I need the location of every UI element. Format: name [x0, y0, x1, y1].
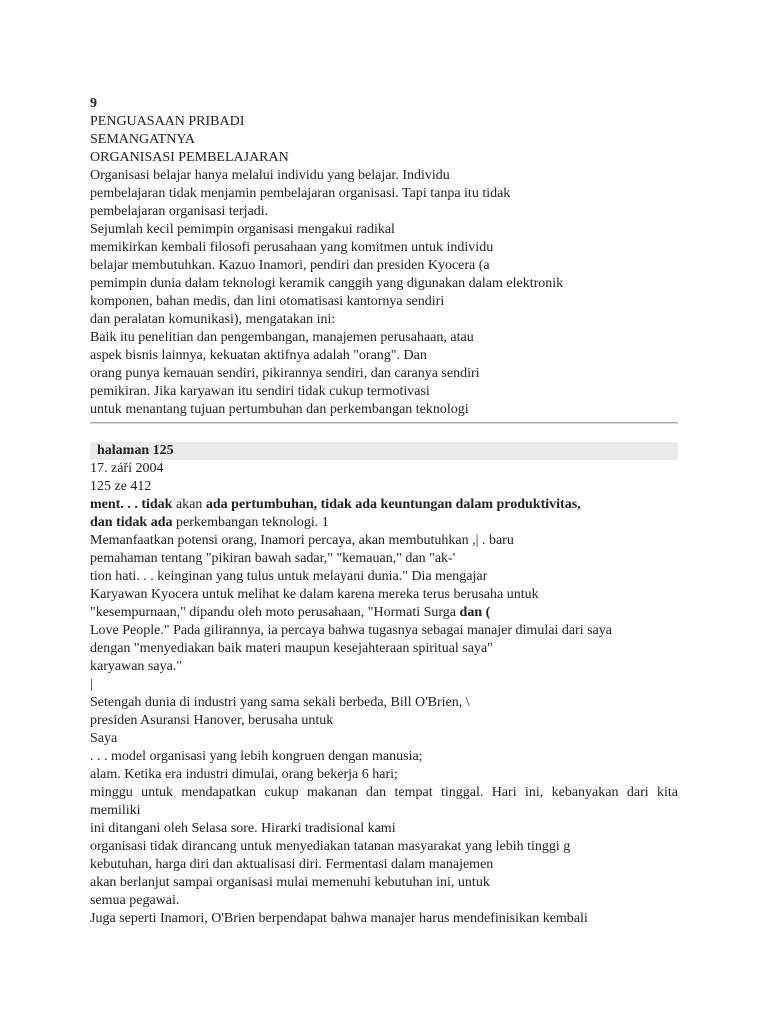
text-line: aspek bisnis lainnya, kekuatan aktifnya adalah "orang". Dan — [90, 348, 427, 363]
text-line — [90, 514, 678, 532]
text-line: pembelajaran organisasi terjadi. — [90, 204, 269, 219]
text-line: | — [90, 677, 93, 692]
text-line: dan peralatan komunikasi), mengatakan ini: — [90, 312, 336, 327]
text-line: orang punya kemauan sendiri, pikirannya sendiri, dan caranya sendiri — [90, 366, 480, 381]
plain-text: akan — [172, 497, 206, 512]
text-line: Karyawan Kyocera untuk melihat ke dalam karena mereka terus berusaha untuk — [90, 587, 539, 602]
page-header-label: halaman 125 — [90, 442, 678, 460]
chapter-title-line: SEMANGATNYA — [90, 132, 196, 147]
text-line: untuk menantang tujuan pertumbuhan dan perkembangan teknologi — [90, 402, 469, 417]
text-line: pemikiran. Jika karyawan itu sendiri tidak cukup termotivasi — [90, 384, 430, 399]
text-line: pembelajaran tidak menjamin pembelajaran organisasi. Tapi tanpa itu tidak — [90, 186, 511, 201]
bold-text: ada pertumbuhan, tidak ada keuntungan dalam produktivitas, — [205, 497, 581, 512]
page-header-date: 17. září 2004 — [90, 461, 164, 476]
chapter-number: 9 — [90, 96, 97, 111]
text-line: alam. Ketika era industri dimulai, orang bekerja 6 hari; — [90, 767, 398, 782]
bold-text: dan ( — [459, 605, 491, 620]
text-line: komponen, bahan medis, dan lini otomatisasi kantornya sendiri — [90, 294, 445, 309]
text-line: Juga seperti Inamori, O'Brien berpendapat bahwa manajer harus mendefinisikan kembali — [90, 911, 588, 926]
text-line: ini ditangani oleh Selasa sore. Hirarki tradisional kami — [90, 821, 396, 836]
text-line: organisasi tidak dirancang untuk menyediakan tatanan masyarakat yang lebih tinggi g — [90, 839, 571, 854]
text-line: Love People." Pada gilirannya, ia percaya bahwa tugasnya sebagai manajer dimulai dari saya — [90, 623, 612, 638]
bold-text: ment. . . tidak — [90, 497, 173, 512]
text-line: memikirkan kembali filosofi perusahaan yang komitmen untuk individu — [90, 240, 494, 255]
page-divider — [90, 422, 678, 424]
text-line: karyawan saya." — [90, 659, 183, 674]
text-line: Memanfaatkan potensi orang, Inamori percaya, akan membutuhkan ,| . baru — [90, 533, 514, 548]
chapter-title-line: PENGUASAAN PRIBADI — [90, 114, 245, 129]
text-line — [90, 496, 678, 514]
document-page — [90, 95, 678, 928]
text-line: Setengah dunia di industri yang sama sekali berbeda, Bill O'Brien, \ — [90, 695, 470, 710]
text-line: Sejumlah kecil pemimpin organisasi mengakui radikal — [90, 222, 395, 237]
text-line: memiliki — [90, 803, 141, 818]
text-line-justified: minggu untuk mendapatkan cukup makanan dan tempat tinggal. Hari ini, kebanyakan dari kita — [90, 785, 678, 800]
text-line: pemahaman tentang "pikiran bawah sadar," "kemauan," dan "ak-' — [90, 551, 456, 566]
text-line: belajar membutuhkan. Kazuo Inamori, pendiri dan presiden Kyocera (a — [90, 258, 490, 273]
text-line: Saya — [90, 731, 118, 746]
text-line: semua pegawai. — [90, 893, 180, 908]
chapter-title-line: ORGANISASI PEMBELAJARAN — [90, 150, 289, 165]
text-line: dengan "menyediakan baik materi maupun kesejahteraan spiritual saya" — [90, 641, 493, 656]
text-line: Organisasi belajar hanya melalui individu yang belajar. Individu — [90, 168, 450, 183]
page-header-count: 125 ze 412 — [90, 479, 152, 494]
text-line: kebutuhan, harga diri dan aktualisasi diri. Fermentasi dalam manajemen — [90, 857, 494, 872]
text-line: pemimpin dunia dalam teknologi keramik canggih yang digunakan dalam elektronik — [90, 276, 564, 291]
text-line: akan berlanjut sampai organisasi mulai memenuhi kebutuhan ini, untuk — [90, 875, 490, 890]
plain-text: "kesempurnaan," dipandu oleh moto perusahaan, "Hormati Surga — [90, 605, 460, 620]
text-line: presiden Asuransi Hanover, berusaha untuk — [90, 713, 334, 728]
text-line: tion hati. . . keinginan yang tulus untuk melayani dunia." Dia mengajar — [90, 569, 488, 584]
text-line: Baik itu penelitian dan pengembangan, manajemen perusahaan, atau — [90, 330, 474, 345]
text-line — [90, 604, 678, 622]
bold-text: dan tidak ada — [90, 515, 173, 530]
text-line: . . . model organisasi yang lebih kongruen dengan manusia; — [90, 749, 423, 764]
plain-text: perkembangan teknologi. 1 — [172, 515, 329, 530]
